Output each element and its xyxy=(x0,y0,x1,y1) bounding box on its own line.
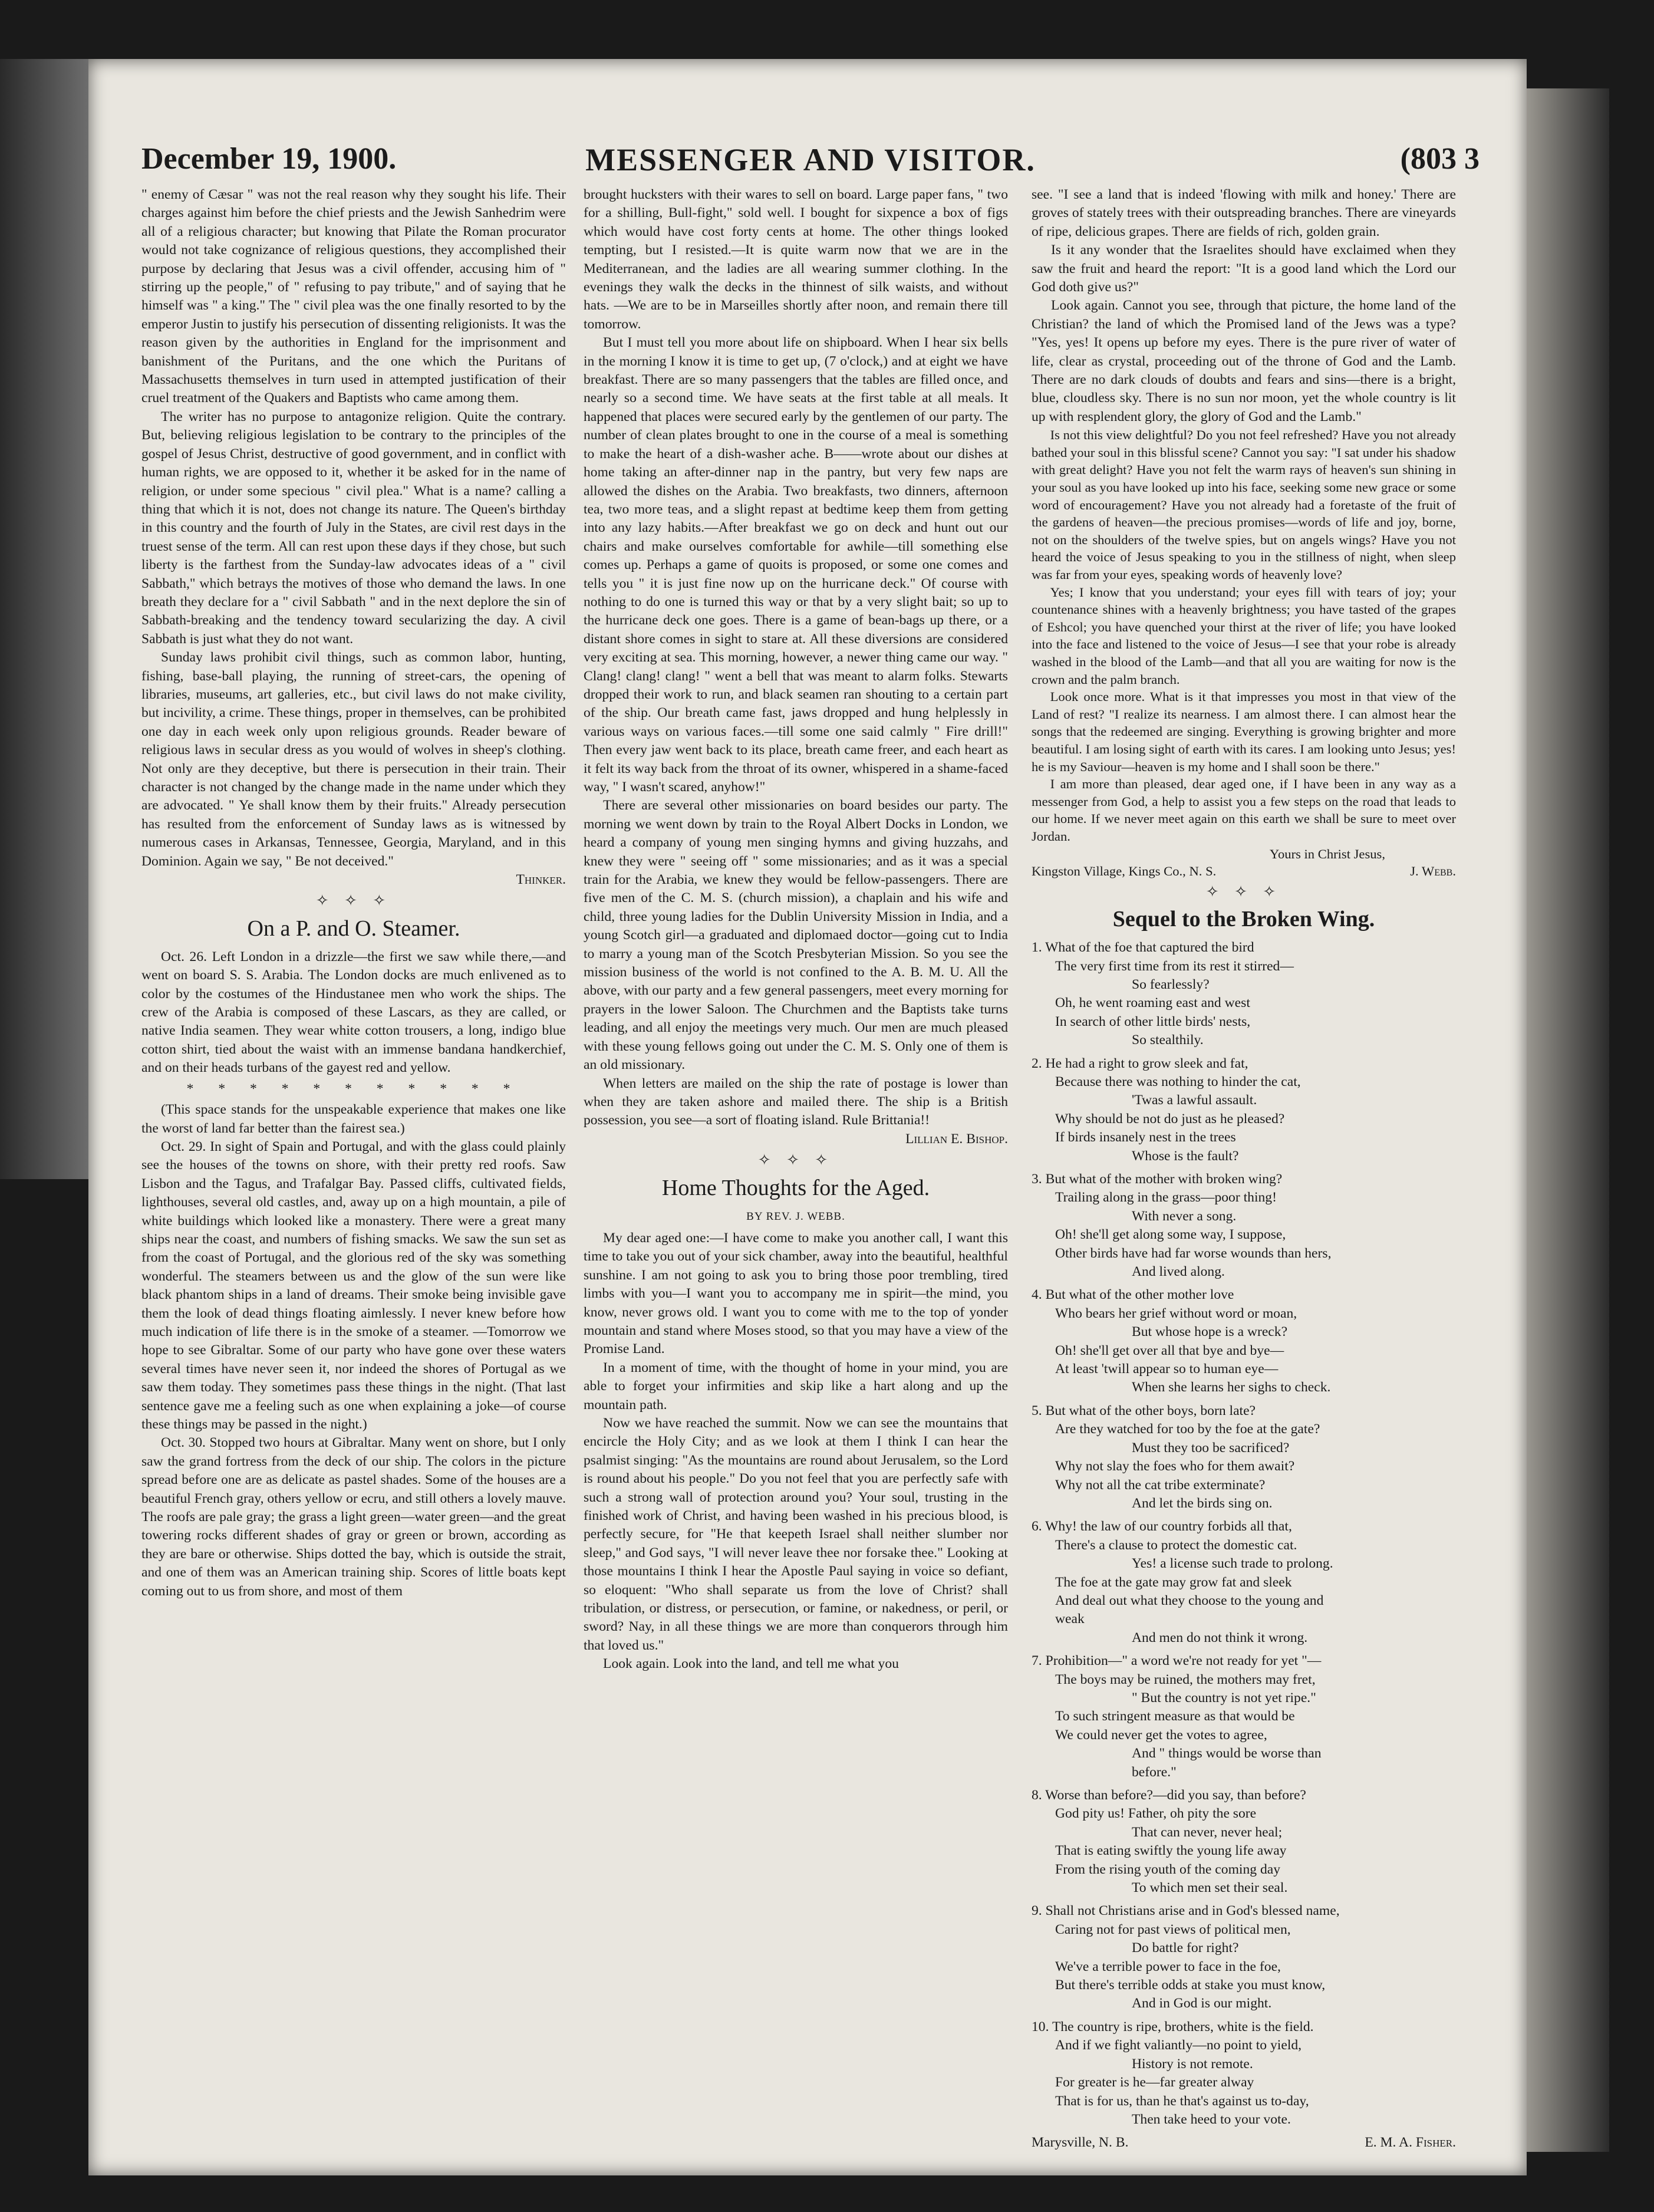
poem-line: We've a terrible power to face in the foe, xyxy=(1055,1958,1281,1974)
poem-line: Why should be not do just as he pleased? xyxy=(1055,1111,1285,1127)
poem-line: So fearlessly? xyxy=(1132,976,1210,992)
paragraph: In a moment of time, with the thought of home in your mind, you are able to forget your infirmities and skip like a hart along and up the mountain path. xyxy=(584,1360,1008,1413)
poem-line: That is eating swiftly the young life away xyxy=(1055,1843,1287,1859)
poem-line: 4. But what of the other mother love xyxy=(1032,1287,1234,1303)
poem-line: 10. The country is ripe, brothers, white is the field. xyxy=(1032,2019,1314,2035)
poem-line: 7. Prohibition—" a word we're not ready for yet "— xyxy=(1032,1653,1322,1669)
paragraph: Look again. Cannot you see, through that picture, the home land of the Christian? the land of which the Promised land of the Jews was a type? "Yes, yes! It opens up before my eyes. There is the pure river of water of life, clear as crystal, proceeding out of the throne of God and the Lamb. There are no dark clouds of doubts and fears and sins—there is a bright, blue, cloudless sky. There is no sun nor moon, yet the whole country is lit up with resplendent glory, the glory of God and the Lamb." xyxy=(1032,298,1456,424)
paragraph: Oct. 26. Left London in a drizzle—the first we saw while there,—and went on board S. S. Arabia. The London docks are much enlivened as to color by the costumes of the Hindustanee men who work the ships. The crew of the Arabia is composed of these Lascars, as they are called, or native India seamen. They wear white cotton trousers, a long, indigo blue cotton shirt, tied about the waist with an immense bandana handkerchief, and on their heads turbans of the gayest red and yellow. xyxy=(141,949,566,1076)
poem-line: 1. What of the foe that captured the bird xyxy=(1032,940,1254,956)
poem-stanza xyxy=(1032,1518,1456,1647)
poem-stanza xyxy=(1032,1786,1456,1897)
poem-line: The boys may be ruined, the mothers may fret, xyxy=(1055,1671,1316,1687)
poem-line: But whose hope is a wreck? xyxy=(1132,1324,1288,1340)
poem-line: To which men set their seal. xyxy=(1132,1880,1288,1896)
poem-stanza xyxy=(1032,1402,1456,1513)
poem-line: 6. Why! the law of our country forbids all that, xyxy=(1032,1519,1292,1535)
byline: BY REV. J. WEBB. xyxy=(746,1210,845,1223)
poem-line: Oh, he went roaming east and west xyxy=(1055,995,1250,1011)
poem-line: And in God is our might. xyxy=(1132,1996,1272,2012)
poem-heading: Sequel to the Broken Wing. xyxy=(1112,907,1375,932)
paragraph: Oct. 29. In sight of Spain and Portugal, and with the glass could plainly see the houses of the towns on shore, with their pretty red roofs. Saw Lisbon and the Tagus, and Trafalgar Bay. Passed cliffs, cultivated fields, lighthouses, several old castles, and, away up on a high mountain, a pile of white buildings which looked like a monastery. There were a great many ships near the coast, and numbers of fishing smacks. We saw the sun set as from the coast of Portugal, and the glorious red of the sky was something wonderful. The steamers between us and the glow of the sun were like black phantom ships in a land of dreams. Their smoke being invisible gave them the look of dead things floating aimlessly. I never knew before how much indication of life there is in the smoke of a steamer. —Tomorrow we hope to see Gibraltar. Some of our party who have gone over these waters several times have never seen it, nor indeed the shores of Portugal as we saw them today. They sometimes pass these things in the night. (That last sentence gave me a feeling such as one when explaining a joke—of course these things may be passed in the night.) xyxy=(141,1138,566,1432)
poem-line: Who bears her grief without word or moan, xyxy=(1055,1305,1297,1321)
adjacent-page-edge xyxy=(0,59,88,1179)
author-name: Thinker. xyxy=(516,872,566,888)
poem-line: The foe at the gate may grow fat and sleek xyxy=(1055,1574,1292,1590)
paragraph: brought hucksters with their wares to sell on board. Large paper fans, " two for a shilling, Bull-fight," sold well. I bought for sixpence a box of figs which would have cost forty cents at home. The other things looked tempting, but I resisted.—It is quite warm now that we are in the Mediterranean, and the ladies are all wearing summer clothing. In the evenings they walk the decks in the thinnest of silk waists, and without hats. —We are to be in Marseilles shortly after noon, and remain there till tomorrow. xyxy=(584,187,1008,332)
article-signature xyxy=(141,871,566,889)
poem-line: before." xyxy=(1132,1764,1177,1780)
column-3 xyxy=(1032,186,1456,2161)
poem-line: The very first time from its rest it stirred— xyxy=(1055,958,1294,974)
paragraph: Oct. 30. Stopped two hours at Gibraltar. Many went on shore, but I only saw the grand fortress from the deck of our ship. The colors in the picture spread before one are as delicate as pastel shades. Some of the houses are a beautiful French gray, others yellow or ecru, and still others a lovely mauve. The roofs are pale gray; the grass a light green—water green—and the great towering rocks different shades of gray or green or brown, according as they are bare or otherwise. Ships dotted the bay, which is outside the strait, and one of them was an American training ship. Scores of little boats kept coming out to us from shore, and most of them xyxy=(141,1435,566,1599)
poem-line: 'Twas a lawful assault. xyxy=(1132,1092,1257,1108)
article-signature xyxy=(584,1130,1008,1148)
issue-date: December 19, 1900. xyxy=(141,142,397,176)
paragraph: When letters are mailed on the ship the rate of postage is lower than when they are taken ashore and mailed there. The ship is a British possession, you see—a sort of floating island. Rule Brittania!! xyxy=(584,1075,1008,1128)
newspaper-page xyxy=(88,59,1527,2175)
letter-closing xyxy=(1032,845,1456,863)
paragraph: see. "I see a land that is indeed 'flowing with milk and honey.' There are groves of stately trees with their outspreading branches. There are vineyards of ripe, delicious grapes. There are fields of rich, golden grain. xyxy=(1032,187,1456,239)
poem-line: Caring not for past views of political men, xyxy=(1055,1921,1291,1937)
poem-line: And men do not think it wrong. xyxy=(1132,1630,1308,1645)
poem-line: And let the birds sing on. xyxy=(1132,1495,1273,1511)
paragraph: Sunday laws prohibit civil things, such as common labor, hunting, fishing, base-ball playing, the running of street-cars, the opening of libraries, museums, art galleries, etc., but civil laws do not make civility, but incivility, a crime. These things, proper in themselves, can be prohibited one day in each week only upon religious grounds. Reader beware of religious laws in secular dress as you would of wolves in sheep's clothing. Not only are they deceptive, but there is persecution in their train. Their character is not changed by the change made in the name under which they are advocated. " Ye shall know them by their fruits." Already persecution has resulted from the enforcement of Sunday laws as is witnessed by numerous cases in Arkansas, Tennessee, Georgia, Maryland, and in this Dominion. Again we say, " Be not deceived." xyxy=(141,650,566,869)
poem-line: And deal out what they choose to the young and xyxy=(1055,1592,1324,1608)
poem-line: History is not remote. xyxy=(1132,2056,1253,2072)
letter-place: Kingston Village, Kings Co., N. S. xyxy=(1032,864,1217,879)
article-heading: On a P. and O. Steamer. xyxy=(247,916,460,941)
poem-line: Other birds have had far worse wounds than hers, xyxy=(1055,1245,1332,1261)
poem-place: Marysville, N. B. xyxy=(1032,2135,1129,2151)
paragraph: Now we have reached the summit. Now we can see the mountains that encircle the Holy City; and as we look at them I think I can hear the psalmist singing: "As the mountains are round about Jerusalem, so the Lord is round about his people." Do you not feel that you are perfectly safe with such a strong wall of protection around you? Your soul, trusting in the finished work of Christ, and having been washed in his precious blood, is perfectly secure, for "He that keepeth Israel shall neither slumber nor sleep," and God says, "I will never leave thee nor forsake thee." Looking at those mountains I think I hear the Apostle Paul saying in voice so defiant, so eloquent: "Who shall separate us from the love of Christ? shall tribulation, or distress, or persecution, or famine, or nakedness, or peril, or sword? Nay, in all these things we are more than conquerors through him that loved us." xyxy=(584,1416,1008,1653)
column-2 xyxy=(584,186,1008,2161)
poem-line: And lived along. xyxy=(1132,1264,1225,1280)
author-name: E. M. A. Fisher. xyxy=(1365,2135,1456,2151)
poem-line: 2. He had a right to grow sleek and fat, xyxy=(1032,1055,1248,1071)
paragraph: I am more than pleased, dear aged one, if I have been in any way as a messenger from God, a help to assist you a few steps on the road that leads to our home. If we never meet again on this earth we shall be sure to meet over Jordan. xyxy=(1032,776,1456,844)
poem-stanza xyxy=(1032,1902,1456,2013)
section-ornament: ✧ ✧ ✧ xyxy=(757,1151,834,1169)
poem-line: And " things would be worse than xyxy=(1132,1746,1322,1762)
poem-line: That is for us, than he that's against us to-day, xyxy=(1055,2093,1309,2109)
poem-line: Must they too be sacrificed? xyxy=(1132,1440,1290,1456)
masthead-title: MESSENGER AND VISITOR. xyxy=(585,142,1036,177)
poem-line: Why not all the cat tribe exterminate? xyxy=(1055,1477,1266,1493)
poem-stanza xyxy=(1032,939,1456,1049)
page-header xyxy=(141,141,1480,189)
author-name: Lillian E. Bishop. xyxy=(905,1131,1008,1147)
poem-line: That can never, never heal; xyxy=(1132,1824,1283,1840)
poem-line: When she learns her sighs to check. xyxy=(1132,1380,1331,1395)
poem-line: In search of other little birds' nests, xyxy=(1055,1013,1251,1029)
poem-line: At least 'twill appear so to human eye— xyxy=(1055,1361,1279,1377)
poem-line: So stealthily. xyxy=(1132,1032,1204,1048)
poem-line: weak xyxy=(1055,1611,1085,1627)
poem-line: Whose is the fault? xyxy=(1132,1148,1239,1164)
poem-line: 9. Shall not Christians arise and in God's blessed name, xyxy=(1032,1903,1340,1919)
poem-stanza xyxy=(1032,2018,1456,2129)
poem-line: If birds insanely nest in the trees xyxy=(1055,1130,1236,1146)
poem-line: " But the country is not yet ripe." xyxy=(1132,1690,1316,1706)
paragraph: My dear aged one:—I have come to make you another call, I want this time to take you out of your sick chamber, away into the beautiful, healthful sunshine. I am not going to ask you to bring those poor trembling, tired limbs with you—I want you to accompany me in spirit—the mind, you know, never grows old. I want you to come with me to the top of yonder mountain and stand where Moses stood, so that you may have a view of the Promise Land. xyxy=(584,1230,1008,1357)
poem-line: 3. But what of the mother with broken wing? xyxy=(1032,1171,1283,1187)
poem-line: With never a song. xyxy=(1132,1208,1237,1224)
poem-stanza xyxy=(1032,1652,1456,1782)
poem-line: Why not slay the foes who for them await? xyxy=(1055,1459,1295,1474)
poem-line: Trailing along in the grass—poor thing! xyxy=(1055,1190,1277,1206)
poem-stanza xyxy=(1032,1170,1456,1281)
paragraph: Is not this view delightful? Do you not feel refreshed? Have you not already bathed your soul in this blissful scene? Cannot you say: "I sat under his shadow with great delight? Have you not felt the warm rays of heaven's sun shining in your soul as you have looked up into his face, seeking some new grace or some word of encouragement? Have you not already had a foretaste of the fruit of the gardens of heaven—the precious promises—words of life and joy, borne, not on the shoulders of the twelve spies, but on angels wings? Have you not heard the voice of Jesus speaking to you in the stillness of night, when sleep was far from your eyes, speaking words of heavenly love? xyxy=(1032,427,1456,582)
poem-line: 8. Worse than before?—did you say, than before? xyxy=(1032,1788,1306,1803)
poem-line: God pity us! Father, oh pity the sore xyxy=(1055,1806,1257,1822)
page-binding-edge xyxy=(1527,88,1609,2152)
letter-signature xyxy=(1032,863,1456,880)
poem-stanza xyxy=(1032,1286,1456,1397)
column-1 xyxy=(141,186,566,2161)
paragraph: Look once more. What is it that impresses you most in that view of the Land of rest? "I realize its nearness. I am almost there. I can almost hear the songs that the redeemed are singing. Everything is growing brighter and more beautiful. I am losing sight of earth with its cares. I am looking unto Jesus; yes! he is my Saviour—heaven is my home and I shall soon be there." xyxy=(1032,689,1456,774)
paragraph: Yes; I know that you understand; your eyes fill with tears of joy; your countenance shines with a heavenly brightness; you have tasted of the grapes of Eshcol; you have quenched your thirst at the river of life; you have looked into the face and listened to the voice of Jesus—I see that your robe is already washed in the blood of the Lamb—and that all you are waiting for now is the crown and the palm branch. xyxy=(1032,584,1456,687)
article-heading: Home Thoughts for the Aged. xyxy=(661,1175,930,1200)
poem-line: Oh! she'll get over all that bye and bye— xyxy=(1055,1342,1284,1358)
poem-line: From the rising youth of the coming day xyxy=(1055,1861,1281,1877)
page-number: (803 3 xyxy=(1400,142,1480,176)
poem xyxy=(1032,939,1456,2129)
paragraph: There are several other missionaries on board besides our party. The morning we went down by train to the Royal Albert Docks in London, we heard a company of young men singing hymns and giving huzzahs, and knew they were " seeing off " some missionaries; and as it was a special train for the Arabia, we knew they would be fellow-passengers. There are five men of the C. M. S. (church mission), a chaplain and his wife and child, three young ladies for the Dublin University Mission in India, and a young Scotch girl—a graduated and diplomaed doctor—going cut to India to marry a young man of the Scotch Presbyterian Mission. So you see the mission business of the world is not confined to the A. B. M. U. All the above, with our party and a few general passengers, meet every morning for prayers in the lower Saloon. The Churchmen and the Baptists take turns leading, and all enjoy the meetings very much. Our men are much pleased with these young fellows going out under the C. M. S. Only one of them is an old missionary. xyxy=(584,798,1008,1073)
section-ornament: ✧ ✧ ✧ xyxy=(315,892,392,910)
poem-line: But there's terrible odds at stake you must know, xyxy=(1055,1977,1326,1993)
poem-line: Are they watched for too by the foe at the gate? xyxy=(1055,1421,1320,1437)
paragraph: The writer has no purpose to antagonize religion. Quite the contrary. But, believing religious legislation to be contrary to the principles of the gospel of Jesus Christ, destructive of good government, and in conflict with human rights, we are opposed to it, whether it be asked for in the name of religion, or under some specious " civil plea." What is a name? calling a thing that which it is not, does not change its nature. The Queen's birthday in this country and the fourth of July in the States, are civil rest days in the truest sense of the term. All can rest upon these days if they chose, but such liberty is the farthest from the Sunday-law advocates ideas of a " civil Sabbath," which betrays the motives of those who demand the laws. In one breath they declare for a " civil Sabbath " and in the next deplore the sin of Sabbath-breaking and the tendency toward secularizing the day. A civil Sabbath is just what they do not want. xyxy=(141,409,566,647)
section-ornament: ✧ ✧ ✧ xyxy=(1205,883,1282,900)
poem-line: There's a clause to protect the domestic cat. xyxy=(1055,1537,1297,1553)
poem-line: To such stringent measure as that would be xyxy=(1055,1709,1295,1724)
poem-line: Because there was nothing to hinder the cat, xyxy=(1055,1074,1301,1089)
poem-line: For greater is he—far greater alway xyxy=(1055,2075,1254,2091)
poem-line: We could never get the votes to agree, xyxy=(1055,1727,1267,1743)
paragraph: (This space stands for the unspeakable experience that makes one like the worst of land far better than the fairest sea.) xyxy=(141,1102,566,1136)
paragraph: " enemy of Cæsar " was not the real reason why they sought his life. Their charges against him before the chief priests and the Jewish Sanhedrim were all of a religious character; but knowing that Pilate the Roman procurator would not take cognizance of religious questions, they accomplished their purpose by declaring that Jesus was a civil offender, accusing him of " stirring up the people," of " refusing to pay tribute," and of saying that he himself was " a king." The " civil plea was the one finally resorted to by the emperor Justin to justify his persecution of dissenting religionists. It was the reason given by the authorities in England for the imprisonment and banishment of the Puritans, and the one which the Puritans of Massachusetts themselves in turn used in attempted justification of their cruel treatment of the Quakers and Baptists who came among them. xyxy=(141,187,566,406)
poem-line: Do battle for right? xyxy=(1132,1940,1239,1956)
poem-signature xyxy=(1032,2134,1456,2152)
poem-stanza xyxy=(1032,1055,1456,1166)
closing-line: Yours in Christ Jesus, xyxy=(1269,846,1385,861)
paragraph: Look again. Look into the land, and tell me what you xyxy=(603,1656,899,1672)
paragraph: But I must tell you more about life on shipboard. When I hear six bells in the morning I know it is time to get up, (7 o'clock,) and at eight we have breakfast. There are so many passengers that the tables are filled once, and nearly so a second time. We have seats at the first table at all meals. It happened that places were secured early by the gentlemen of our party. The number of clean plates brought to one in the course of a meal is something to make the heart of a dish-washer ache. B——wrote about our dishes at home taking an after-dinner nap in the pantry, but very few naps are allowed the dishes on the Arabia. Two breakfasts, two dinners, afternoon tea, two more teas, and a slight repast at bedtime keep them from getting into any lazy habits.—After breakfast we go on deck and hunt out our chairs and make ourselves comfortable for awhile—till something else comes up. Perhaps a game of quoits is proposed, or some one comes and tells you " it is just fine now up on the hurricane deck." Of course with nothing to do one is turned this way or that by a very slight bait; so up to the hurricane deck one goes. There is a game of bean-bags up there, or a distant shore comes in sight to stare at. All these diversions are considered very exciting at sea. This morning, however, a newer thing came our way. " Clang! clang! clang! " went a bell that was meant to alarm folks. Stewarts dropped their work to run, and black seamen ran shouting to a certain part of the ship. Our breath came fast, jaws dropped and hung helplessly in various ways on various faces.—till some one said calmly " Fire drill!" Then every jaw went back to its place, breath came freer, and each heart as it felt its way back from the throat of its owner, whispered in a shame-faced way, " I wasn't scared, anyhow!" xyxy=(584,335,1008,795)
poem-line: Yes! a license such trade to prolong. xyxy=(1132,1556,1333,1572)
paragraph: Is it any wonder that the Israelites should have exclaimed when they saw the fruit and heard the report: "It is a good land which the Lord our God doth give us?" xyxy=(1032,242,1456,295)
poem-line: And if we fight valiantly—no point to yield, xyxy=(1055,2037,1302,2053)
author-name: J. Webb. xyxy=(1410,864,1456,879)
poem-line: 5. But what of the other boys, born late? xyxy=(1032,1403,1256,1418)
asterism-divider: * * * * * * * * * * * xyxy=(186,1081,521,1097)
poem-line: Oh! she'll get along some way, I suppose, xyxy=(1055,1227,1286,1243)
poem-line: Then take heed to your vote. xyxy=(1132,2111,1291,2127)
letter-body xyxy=(1032,426,1456,880)
